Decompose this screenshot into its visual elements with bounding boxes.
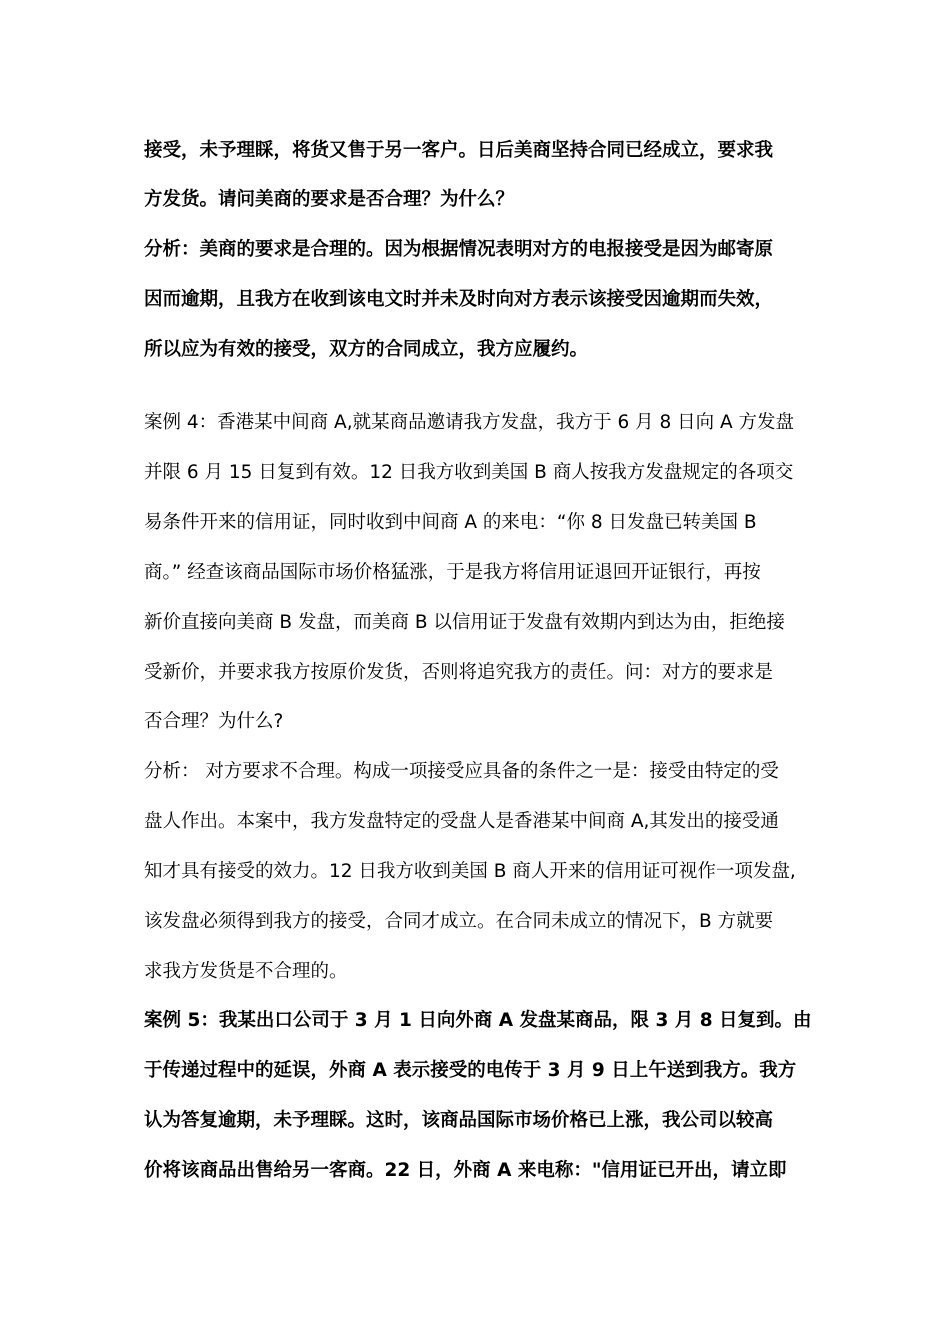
- case-4-line: 否合理？为什么?: [144, 711, 284, 732]
- case-4-analysis-line: 知才具有接受的效力。12 日我方收到美国 B 商人开来的信用证可视作一项发盘,: [144, 861, 796, 882]
- case-4-line: 新价直接向美商 B 发盘，而美商 B 以信用证于发盘有效期内到达为由，拒绝接: [144, 612, 785, 633]
- case-4-analysis-line: 盘人作出。本案中，我方发盘特定的受盘人是香港某中间商 A,其发出的接受通: [144, 811, 779, 832]
- case-4-line: 易条件开来的信用证，同时收到中间商 A 的来电：“你 8 日发盘已转美国 B: [144, 512, 757, 533]
- case-4-analysis-line: 分析： 对方要求不合理。构成一项接受应具备的条件之一是：接受由特定的受: [144, 761, 779, 782]
- analysis-line: 所以应为有效的接受，双方的合同成立，我方应履约。: [144, 339, 589, 360]
- case-5-line: 于传递过程中的延误，外商 A 表示接受的电传于 3 月 9 日上午送到我方。我方: [144, 1060, 797, 1081]
- case-5-line: 案例 5：我某出口公司于 3 月 1 日向外商 A 发盘某商品，限 3 月 8 日复到。由: [144, 1010, 812, 1031]
- analysis-line: 因而逾期，且我方在收到该电文时并未及时向对方表示该接受因逾期而失效，: [144, 289, 774, 310]
- case-4-analysis-line: 该发盘必须得到我方的接受，合同才成立。在合同未成立的情况下，B 方就要: [144, 911, 774, 932]
- case-4-line: 并限 6 月 15 日复到有效。12 日我方收到美国 B 商人按我方发盘规定的各项交: [144, 462, 794, 483]
- paragraph-line: 方发货。请问美商的要求是否合理？为什么？: [144, 189, 515, 210]
- case-4-line: 商。” 经查该商品国际市场价格猛涨，于是我方将信用证退回开证银行，再按: [144, 562, 761, 583]
- case-5-line: 认为答复逾期，未予理睬。这时，该商品国际市场价格已上涨，我公司以较高: [144, 1110, 774, 1131]
- paragraph-line: 接受，未予理睬，将货又售于另一客户。日后美商坚持合同已经成立，要求我: [144, 140, 774, 161]
- case-5-line: 价将该商品出售给另一客商。22 日，外商 A 来电称："信用证已开出，请立即: [144, 1160, 787, 1181]
- case-4-line: 案例 4：香港某中间商 A,就某商品邀请我方发盘，我方于 6 月 8 日向 A 方发盘: [144, 412, 795, 433]
- case-4-line: 受新价，并要求我方按原价发货，否则将追究我方的责任。问：对方的要求是: [144, 662, 774, 683]
- case-4-analysis-line: 求我方发货是不合理的。: [144, 961, 348, 982]
- analysis-line: 分析：美商的要求是合理的。因为根据情况表明对方的电报接受是因为邮寄原: [144, 239, 774, 260]
